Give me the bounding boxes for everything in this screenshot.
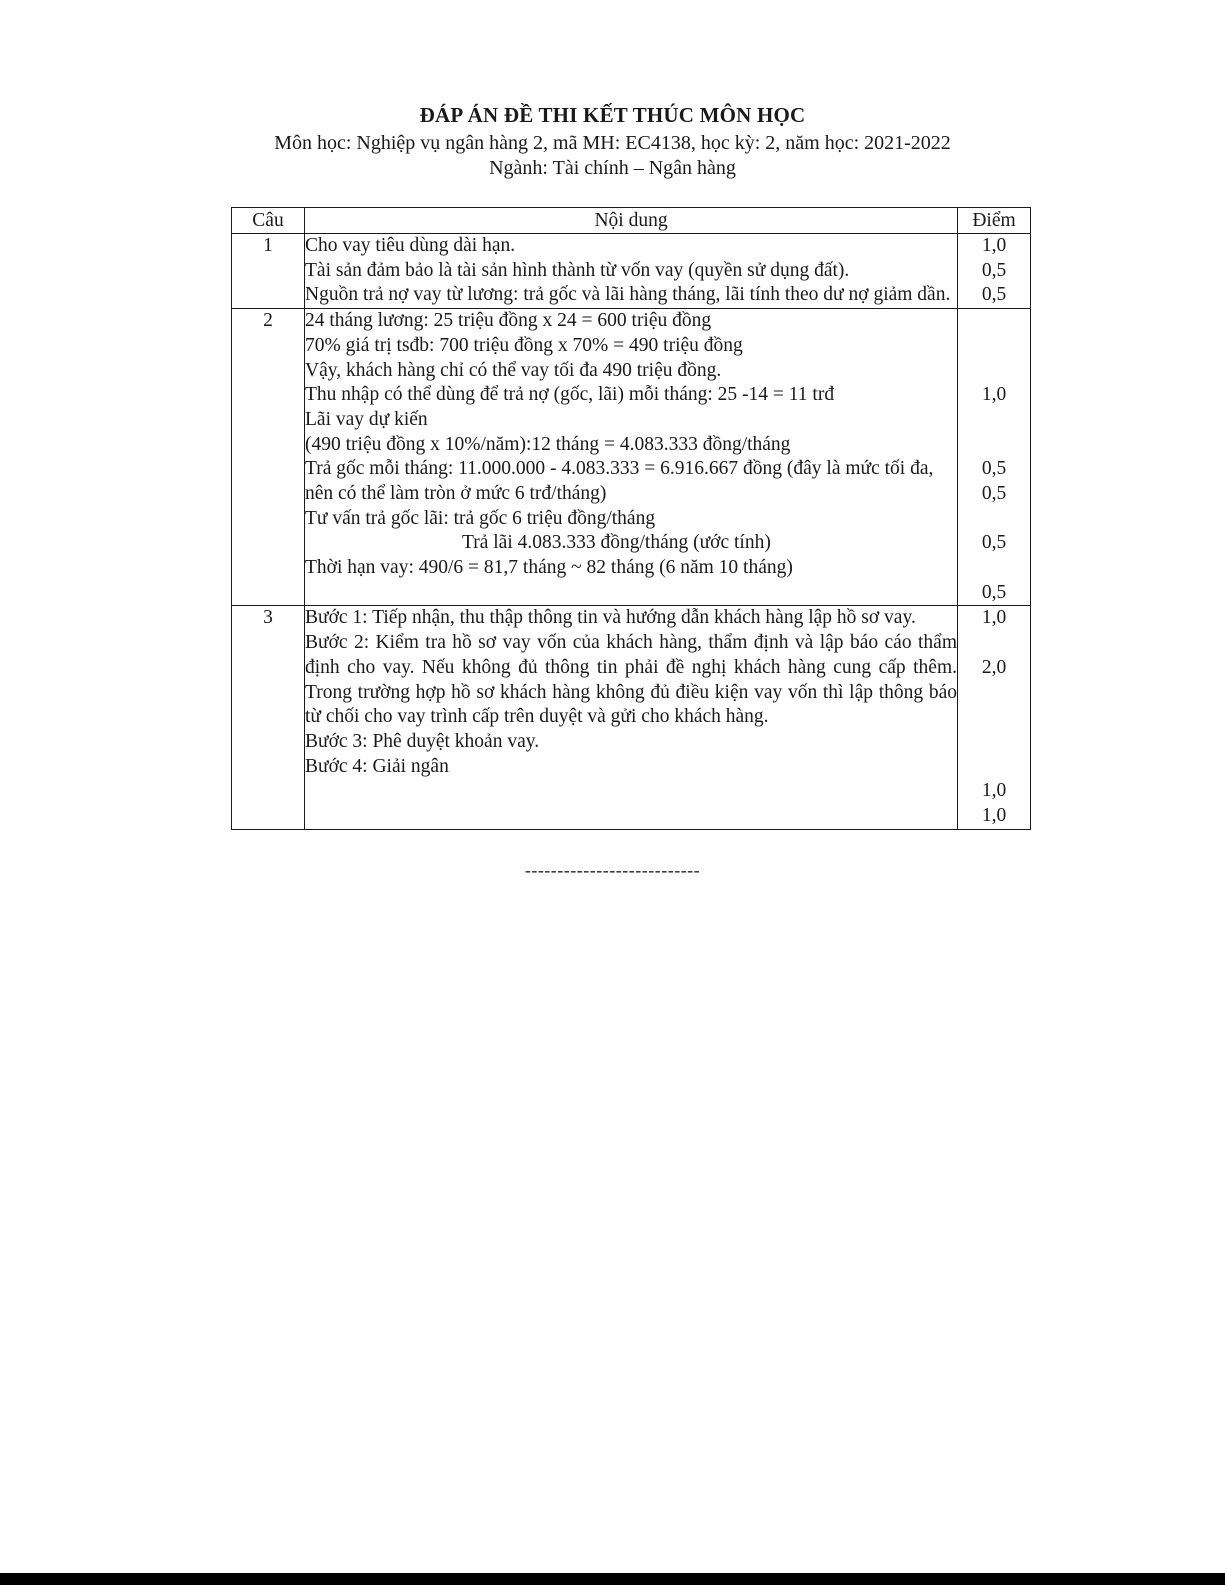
question-scores bbox=[958, 606, 1031, 829]
table-header-row bbox=[232, 208, 1031, 234]
header-question: Câu bbox=[232, 208, 305, 234]
header-content: Nội dung bbox=[305, 208, 958, 234]
content-line: Bước 3: Phê duyệt khoản vay. bbox=[305, 730, 540, 752]
score-value: 0,5 bbox=[981, 284, 1007, 306]
question-content bbox=[305, 309, 958, 606]
content-line: 70% giá trị tsđb: 700 triệu đồng x 70% = 490 triệu đồng bbox=[305, 334, 743, 356]
table-row-q2 bbox=[232, 309, 1031, 606]
end-divider: --------------------------- bbox=[524, 860, 701, 880]
content-line: Thời hạn vay: 490/6 = 81,7 tháng ~ 82 tháng (6 năm 10 tháng) bbox=[305, 557, 793, 579]
score-value: 0,5 bbox=[981, 458, 1007, 480]
content-line: Bước 2: Kiểm tra hồ sơ vay vốn của khách hàng, thẩm định và lập báo cáo thẩm định cho vay. Nếu không đủ thông tin phải đề nghị khách hàng cung cấp thêm. Trong trường hợp hồ sơ khách hàng không đủ điều kiện vay vốn thì lập thông báo từ chối cho vay trình cấp trên duyệt và gửi cho khách hàng. bbox=[305, 632, 957, 728]
content-line: Bước 1: Tiếp nhận, thu thập thông tin và hướng dẫn khách hàng lập hồ sơ vay. bbox=[305, 607, 916, 629]
question-scores bbox=[958, 309, 1031, 606]
score-value: 1,0 bbox=[981, 607, 1007, 629]
score-value: 0,5 bbox=[981, 259, 1007, 281]
content-line: Bước 4: Giải ngân bbox=[305, 755, 449, 777]
header-score: Điểm bbox=[958, 208, 1031, 234]
question-number: 1 bbox=[232, 234, 305, 309]
scan-edge bbox=[0, 1573, 1225, 1585]
answer-table bbox=[231, 207, 1031, 830]
question-number: 3 bbox=[232, 606, 305, 829]
table-row-q1 bbox=[232, 234, 1031, 309]
score-value: 1,0 bbox=[981, 780, 1007, 802]
score-value: 1,0 bbox=[981, 235, 1007, 256]
major-info: Ngành: Tài chính – Ngân hàng bbox=[489, 157, 736, 179]
content-line: Nguồn trả nợ vay từ lương: trả gốc và lãi hàng tháng, lãi tính theo dư nợ giảm dần. bbox=[305, 284, 951, 306]
content-line: Trả lãi 4.083.333 đồng/tháng (ước tính) bbox=[462, 532, 771, 554]
content-line: Cho vay tiêu dùng dài hạn. bbox=[305, 235, 516, 256]
question-content bbox=[305, 606, 958, 829]
score-value: 0,5 bbox=[981, 581, 1007, 603]
content-line: Tư vấn trả gốc lãi: trả gốc 6 triệu đồng/tháng bbox=[305, 507, 656, 529]
score-value: 1,0 bbox=[981, 384, 1007, 406]
question-scores bbox=[958, 234, 1031, 309]
content-line: Tài sản đảm bảo là tài sản hình thành từ vốn vay (quyền sử dụng đất). bbox=[305, 259, 850, 281]
content-line: Vậy, khách hàng chỉ có thể vay tối đa 490 triệu đồng. bbox=[305, 359, 722, 381]
score-value: 1,0 bbox=[981, 804, 1007, 826]
content-line: Thu nhập có thể dùng để trả nợ (gốc, lãi) mỗi tháng: 25 -14 = 11 trđ bbox=[305, 384, 835, 406]
course-info: Môn học: Nghiệp vụ ngân hàng 2, mã MH: EC4138, học kỳ: 2, năm học: 2021-2022 bbox=[274, 132, 951, 154]
page-title: ĐÁP ÁN ĐỀ THI KẾT THÚC MÔN HỌC bbox=[419, 103, 806, 127]
content-line: 24 tháng lương: 25 triệu đồng x 24 = 600 triệu đồng bbox=[305, 310, 712, 332]
score-value: 0,5 bbox=[981, 482, 1007, 504]
score-value: 2,0 bbox=[981, 656, 1007, 678]
score-value: 0,5 bbox=[981, 532, 1007, 554]
content-line: Lãi vay dự kiến bbox=[305, 408, 428, 430]
content-line: (490 triệu đồng x 10%/năm):12 tháng = 4.083.333 đồng/tháng bbox=[305, 433, 791, 455]
question-number: 2 bbox=[232, 309, 305, 606]
content-line: Trả gốc mỗi tháng: 11.000.000 - 4.083.333 = 6.916.667 đồng (đây là mức tối đa, nên có thể làm tròn ở mức 6 trđ/tháng) bbox=[305, 458, 934, 505]
table-row-q3 bbox=[232, 606, 1031, 829]
question-content bbox=[305, 234, 958, 309]
